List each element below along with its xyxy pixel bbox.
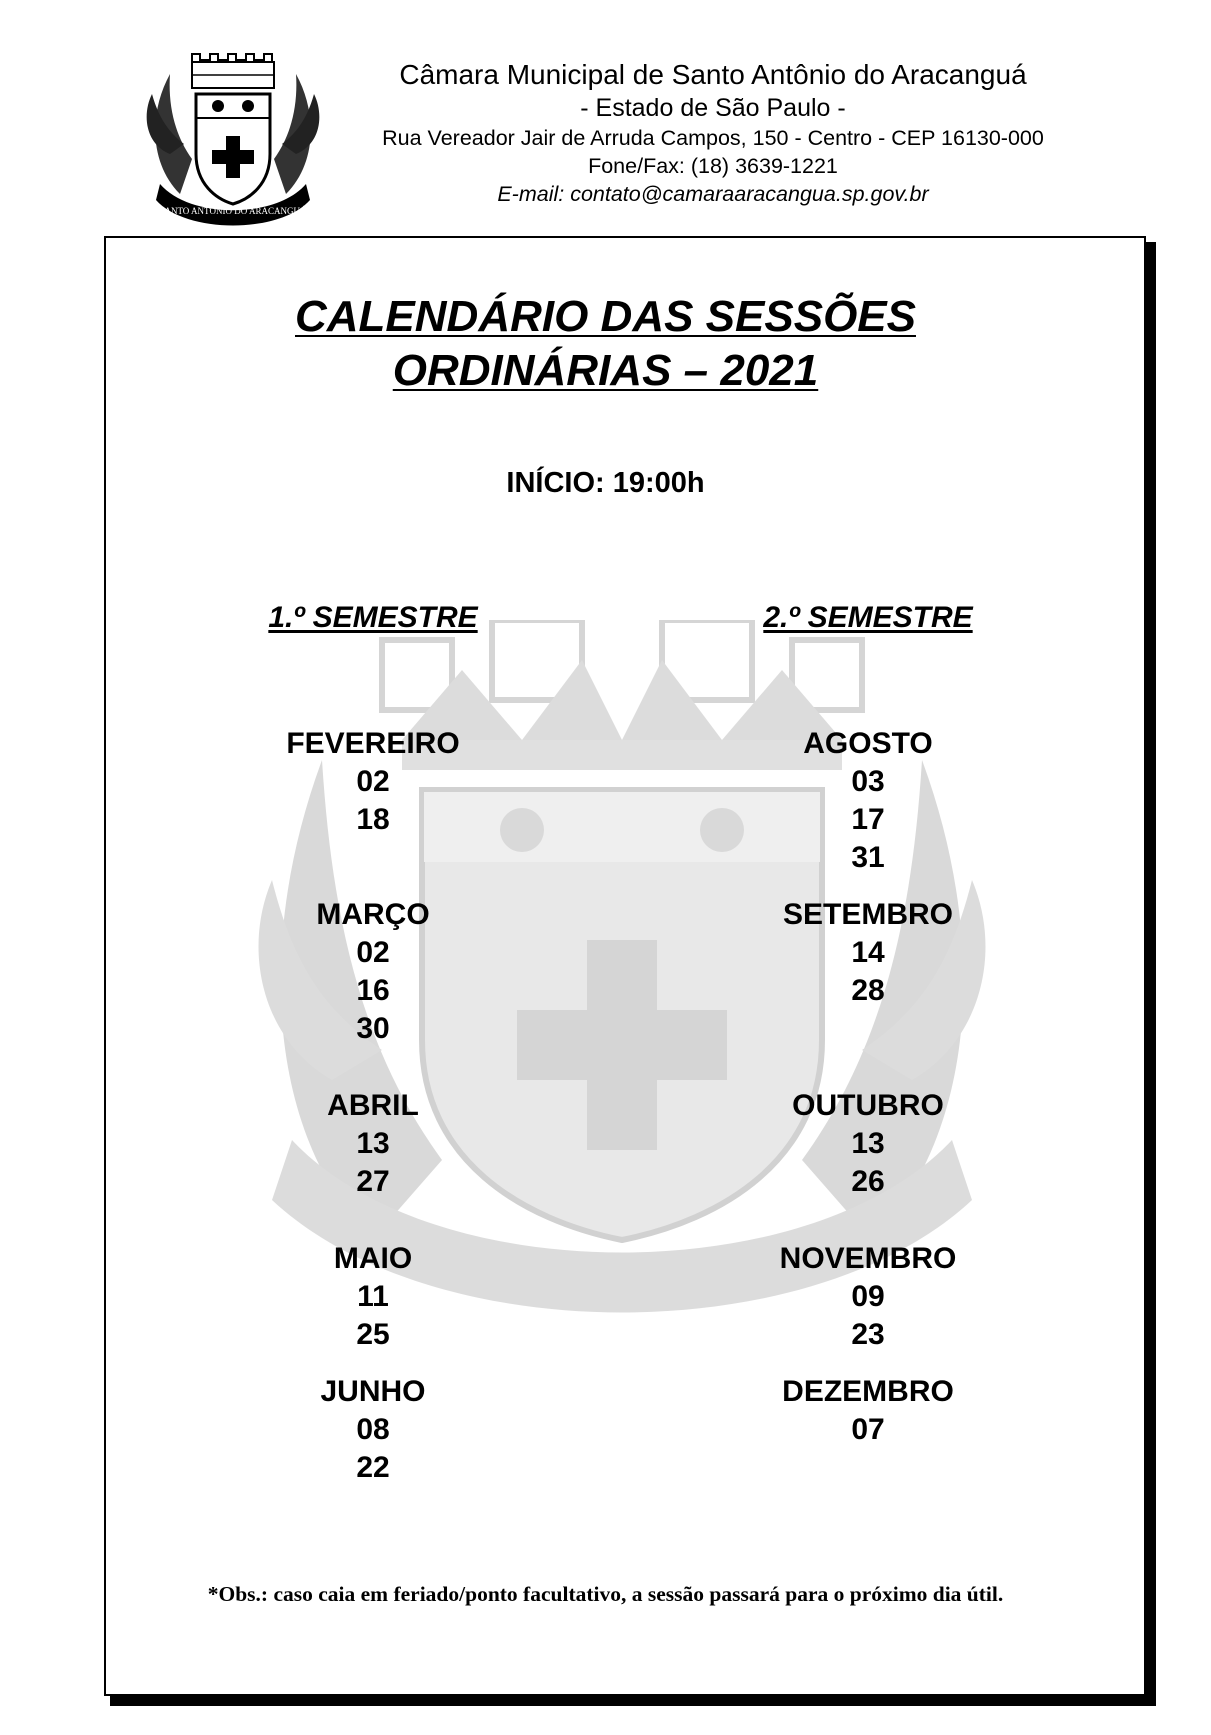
letterhead (140, 44, 1100, 234)
session-day: 18 (356, 803, 390, 836)
session-day: 31 (851, 841, 885, 874)
session-day: 11 (357, 1280, 389, 1313)
month-block-maio (213, 1240, 533, 1354)
month-name: MAIO (333, 1242, 413, 1275)
session-day: 30 (356, 1012, 390, 1045)
semester-2-heading: 2.º SEMESTRE (763, 601, 973, 634)
session-day: 27 (356, 1165, 390, 1198)
session-day: 08 (356, 1413, 390, 1446)
month-name: FEVEREIRO (286, 727, 460, 760)
month-block-novembro (708, 1240, 1028, 1354)
session-day: 26 (851, 1165, 885, 1198)
month-name: DEZEMBRO (782, 1375, 954, 1408)
semester-1-heading: 1.º SEMESTRE (268, 601, 478, 634)
month-block-setembro (708, 896, 1028, 1010)
institution-name: Câmara Municipal de Santo Antônio do Aracanguá (399, 59, 1027, 90)
crest-ribbon-text: SANTO ANTÔNIO DO ARACANGUÁ (159, 206, 307, 216)
session-start-time: INÍCIO: 19:00h (506, 467, 705, 499)
session-day: 16 (356, 974, 390, 1007)
page-title-line-1: CALENDÁRIO DAS SESSÕES (295, 292, 916, 341)
email-line[interactable]: E-mail: contato@camaraaracangua.sp.gov.br (497, 182, 929, 206)
letterhead-text (326, 58, 1100, 208)
month-name: OUTUBRO (792, 1089, 944, 1122)
month-name: AGOSTO (803, 727, 933, 760)
month-block-fevereiro (213, 725, 533, 839)
session-day: 23 (851, 1318, 885, 1351)
session-day: 14 (851, 936, 885, 969)
month-block-abril (213, 1087, 533, 1201)
session-day: 13 (851, 1127, 885, 1160)
month-name: JUNHO (320, 1375, 426, 1408)
month-block-dezembro (708, 1373, 1028, 1449)
address-line: Rua Vereador Jair de Arruda Campos, 150 - Centro - CEP 16130-000 (382, 126, 1044, 150)
state-line: - Estado de São Paulo - (580, 94, 846, 122)
coat-of-arms-logo (140, 44, 326, 230)
session-day: 22 (356, 1451, 390, 1484)
session-day: 02 (356, 765, 390, 798)
session-day: 25 (356, 1318, 390, 1351)
month-block-marco (213, 896, 533, 1048)
month-block-agosto (708, 725, 1028, 877)
session-day: 09 (851, 1280, 885, 1313)
session-day: 07 (851, 1413, 885, 1446)
phone-line: Fone/Fax: (18) 3639-1221 (588, 154, 838, 178)
footnote-observation: *Obs.: caso caia em feriado/ponto facultativo, a sessão passará para o próximo dia útil. (207, 1582, 1004, 1606)
month-name: MARÇO (316, 898, 430, 931)
page-title-line-2: ORDINÁRIAS – 2021 (392, 346, 819, 395)
session-day: 13 (356, 1127, 390, 1160)
month-name: SETEMBRO (782, 898, 953, 931)
session-day: 02 (356, 936, 390, 969)
session-day: 28 (851, 974, 885, 1007)
month-block-outubro (708, 1087, 1028, 1201)
month-name: ABRIL (327, 1089, 419, 1122)
month-block-junho (213, 1373, 533, 1487)
session-day: 03 (851, 765, 885, 798)
session-day: 17 (851, 803, 885, 836)
month-name: NOVEMBRO (779, 1242, 957, 1275)
